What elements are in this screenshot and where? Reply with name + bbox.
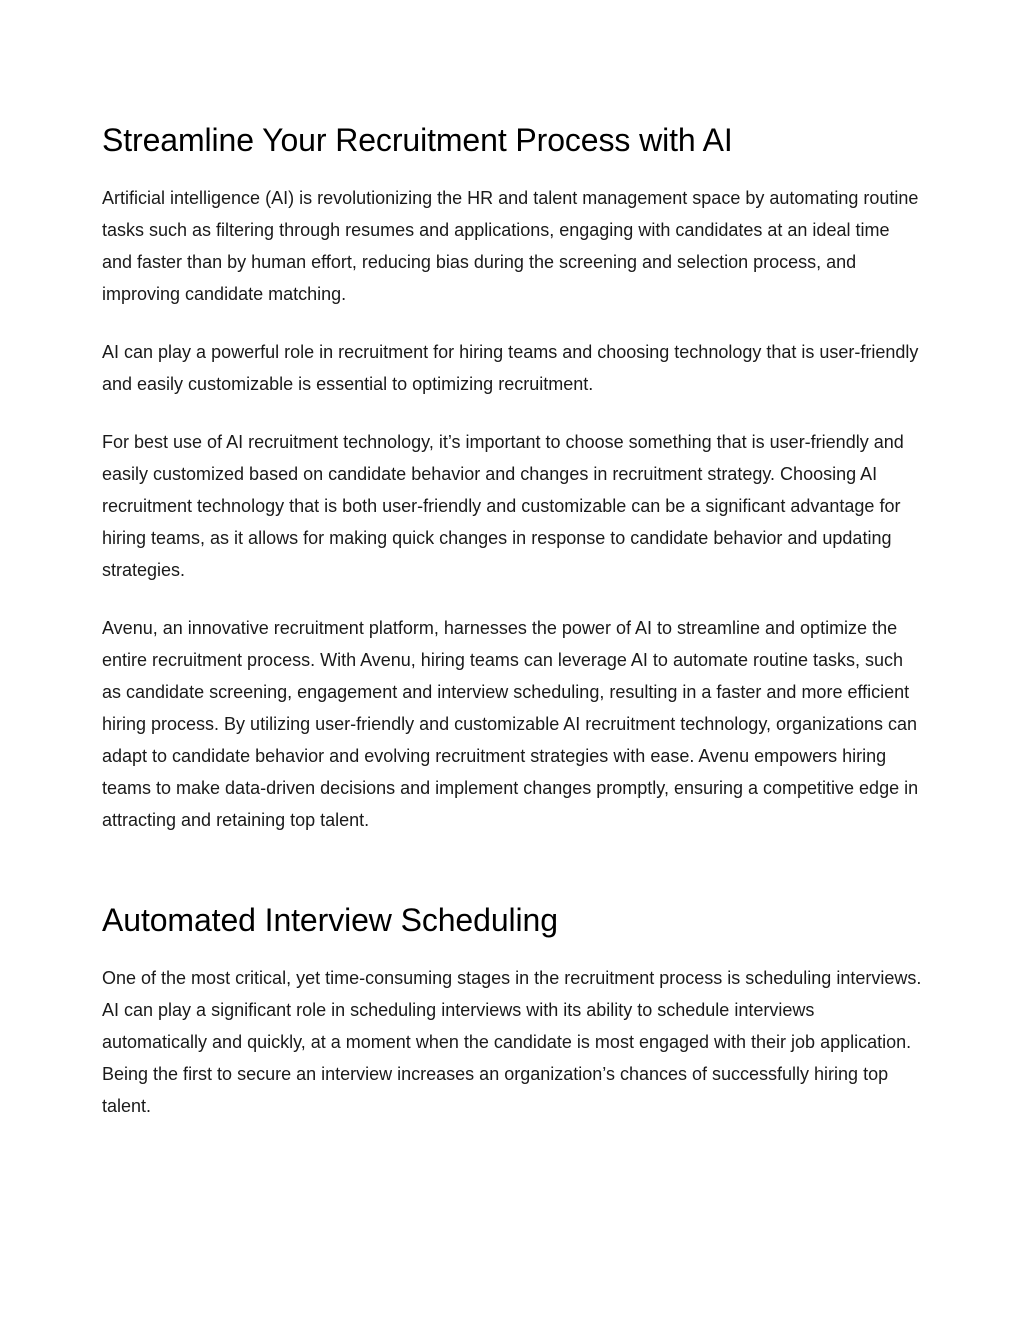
section-automated-interview-scheduling bbox=[102, 898, 924, 1122]
paragraph: One of the most critical, yet time-consuming stages in the recruitment process is scheduling interviews. AI can play a significant role in scheduling interviews with its ability to schedule interviews automatically and quickly, at a moment when the candidate is most engaged with their job application. Being the first to secure an interview increases an organization’s chances of successfully hiring top talent. bbox=[102, 968, 922, 1116]
section-heading: Automated Interview Scheduling bbox=[102, 902, 558, 938]
section-streamline-recruitment bbox=[102, 118, 924, 836]
paragraph: AI can play a powerful role in recruitment for hiring teams and choosing technology that is user-friendly and easily customizable is essential to optimizing recruitment. bbox=[102, 342, 919, 394]
paragraph: Avenu, an innovative recruitment platform, harnesses the power of AI to streamline and optimize the entire recruitment process. With Avenu, hiring teams can leverage AI to automate routine tasks, such as candidate screening, engagement and interview scheduling, resulting in a faster and more efficient hiring process. By utilizing user-friendly and customizable AI recruitment technology, organizations can adapt to candidate behavior and evolving recruitment strategies with ease. Avenu empowers hiring teams to make data-driven decisions and implement changes promptly, ensuring a competitive edge in attracting and retaining top talent. bbox=[102, 618, 919, 830]
section-heading: Streamline Your Recruitment Process with AI bbox=[102, 122, 733, 158]
paragraph: Artificial intelligence (AI) is revolutionizing the HR and talent management space by automating routine tasks such as filtering through resumes and applications, engaging with candidates at an ideal time and faster than by human effort, reducing bias during the screening and selection process, and improving candidate matching. bbox=[102, 188, 919, 304]
document-page bbox=[102, 118, 924, 1148]
paragraph: For best use of AI recruitment technology, it’s important to choose something that is user-friendly and easily customized based on candidate behavior and changes in recruitment strategy. Choosing AI recruitment technology that is both user-friendly and customizable can be a significant advantage for hiring teams, as it allows for making quick changes in response to candidate behavior and updating strategies. bbox=[102, 432, 904, 580]
